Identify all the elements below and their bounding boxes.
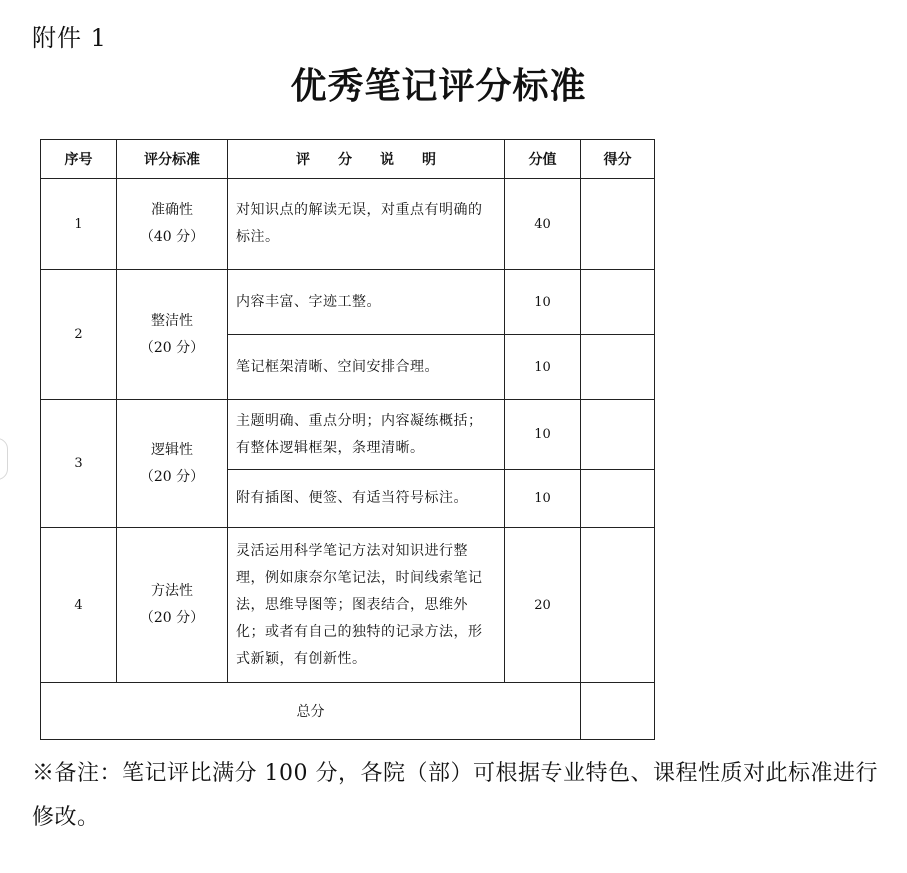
score-cell[interactable]: [581, 528, 655, 683]
description-cell: 笔记框架清晰、空间安排合理。: [228, 335, 505, 400]
description-cell: 主题明确、重点分明；内容凝练概括；有整体逻辑框架，条理清晰。: [228, 400, 505, 470]
row-number: 2: [41, 270, 117, 400]
scoring-table: [40, 139, 655, 740]
header-no: 序号: [41, 140, 117, 179]
description-cell: 灵活运用科学笔记方法对知识进行整理，例如康奈尔笔记法，时间线索笔记法，思维导图等；图表结合，思维外化；或者有自己的独特的记录方法，形式新颖，有创新性。: [228, 528, 505, 683]
score-cell[interactable]: [581, 400, 655, 470]
table-row: [41, 528, 655, 683]
points-cell: 20: [505, 528, 581, 683]
page-title-text: 优秀笔记评分标准: [290, 65, 587, 107]
table-header-row: [41, 140, 655, 179]
criteria-points: （40 分）: [139, 229, 205, 245]
criteria-points: （20 分）: [139, 610, 205, 626]
description-cell: 对知识点的解读无误，对重点有明确的标注。: [228, 179, 505, 270]
header-score: 得分: [581, 140, 655, 179]
row-number: 3: [41, 400, 117, 528]
description-cell: 内容丰富、字迹工整。: [228, 270, 505, 335]
total-score-cell[interactable]: [581, 683, 655, 740]
side-scroll-handle[interactable]: [0, 438, 8, 480]
row-number: 4: [41, 528, 117, 683]
table-row: [41, 179, 655, 270]
points-cell: 10: [505, 470, 581, 528]
table-row: [41, 400, 655, 470]
description-cell: 附有插图、便签、有适当符号标注。: [228, 470, 505, 528]
criteria-name: 整洁性: [151, 312, 193, 329]
criteria-points: （20 分）: [139, 468, 205, 485]
points-cell: 10: [505, 400, 581, 470]
total-row: [41, 683, 655, 740]
criteria-name: 方法性: [151, 583, 193, 599]
score-cell[interactable]: [581, 335, 655, 400]
points-cell: 10: [505, 335, 581, 400]
score-cell[interactable]: [581, 470, 655, 528]
criteria-cell: [117, 400, 228, 528]
criteria-cell: [117, 179, 228, 270]
points-cell: 40: [505, 179, 581, 270]
criteria-points: （20 分）: [139, 339, 205, 356]
criteria-cell: [117, 528, 228, 683]
page-title: [0, 58, 907, 109]
criteria-name: 逻辑性: [151, 441, 193, 458]
attachment-label: 附件 1: [32, 24, 107, 52]
points-cell: 10: [505, 270, 581, 335]
score-cell[interactable]: [581, 270, 655, 335]
remark-note: ※备注：笔记评比满分 100 分，各院（部）可根据专业特色、课程性质对此标准进行修改。: [32, 761, 878, 830]
header-criteria: 评分标准: [117, 140, 228, 179]
header-points: 分值: [505, 140, 581, 179]
total-label: 总分: [41, 683, 581, 740]
criteria-name: 准确性: [151, 202, 193, 218]
header-description: 评 分 说 明: [228, 140, 505, 179]
table-row: [41, 270, 655, 335]
score-cell[interactable]: [581, 179, 655, 270]
criteria-cell: [117, 270, 228, 400]
row-number: 1: [41, 179, 117, 270]
